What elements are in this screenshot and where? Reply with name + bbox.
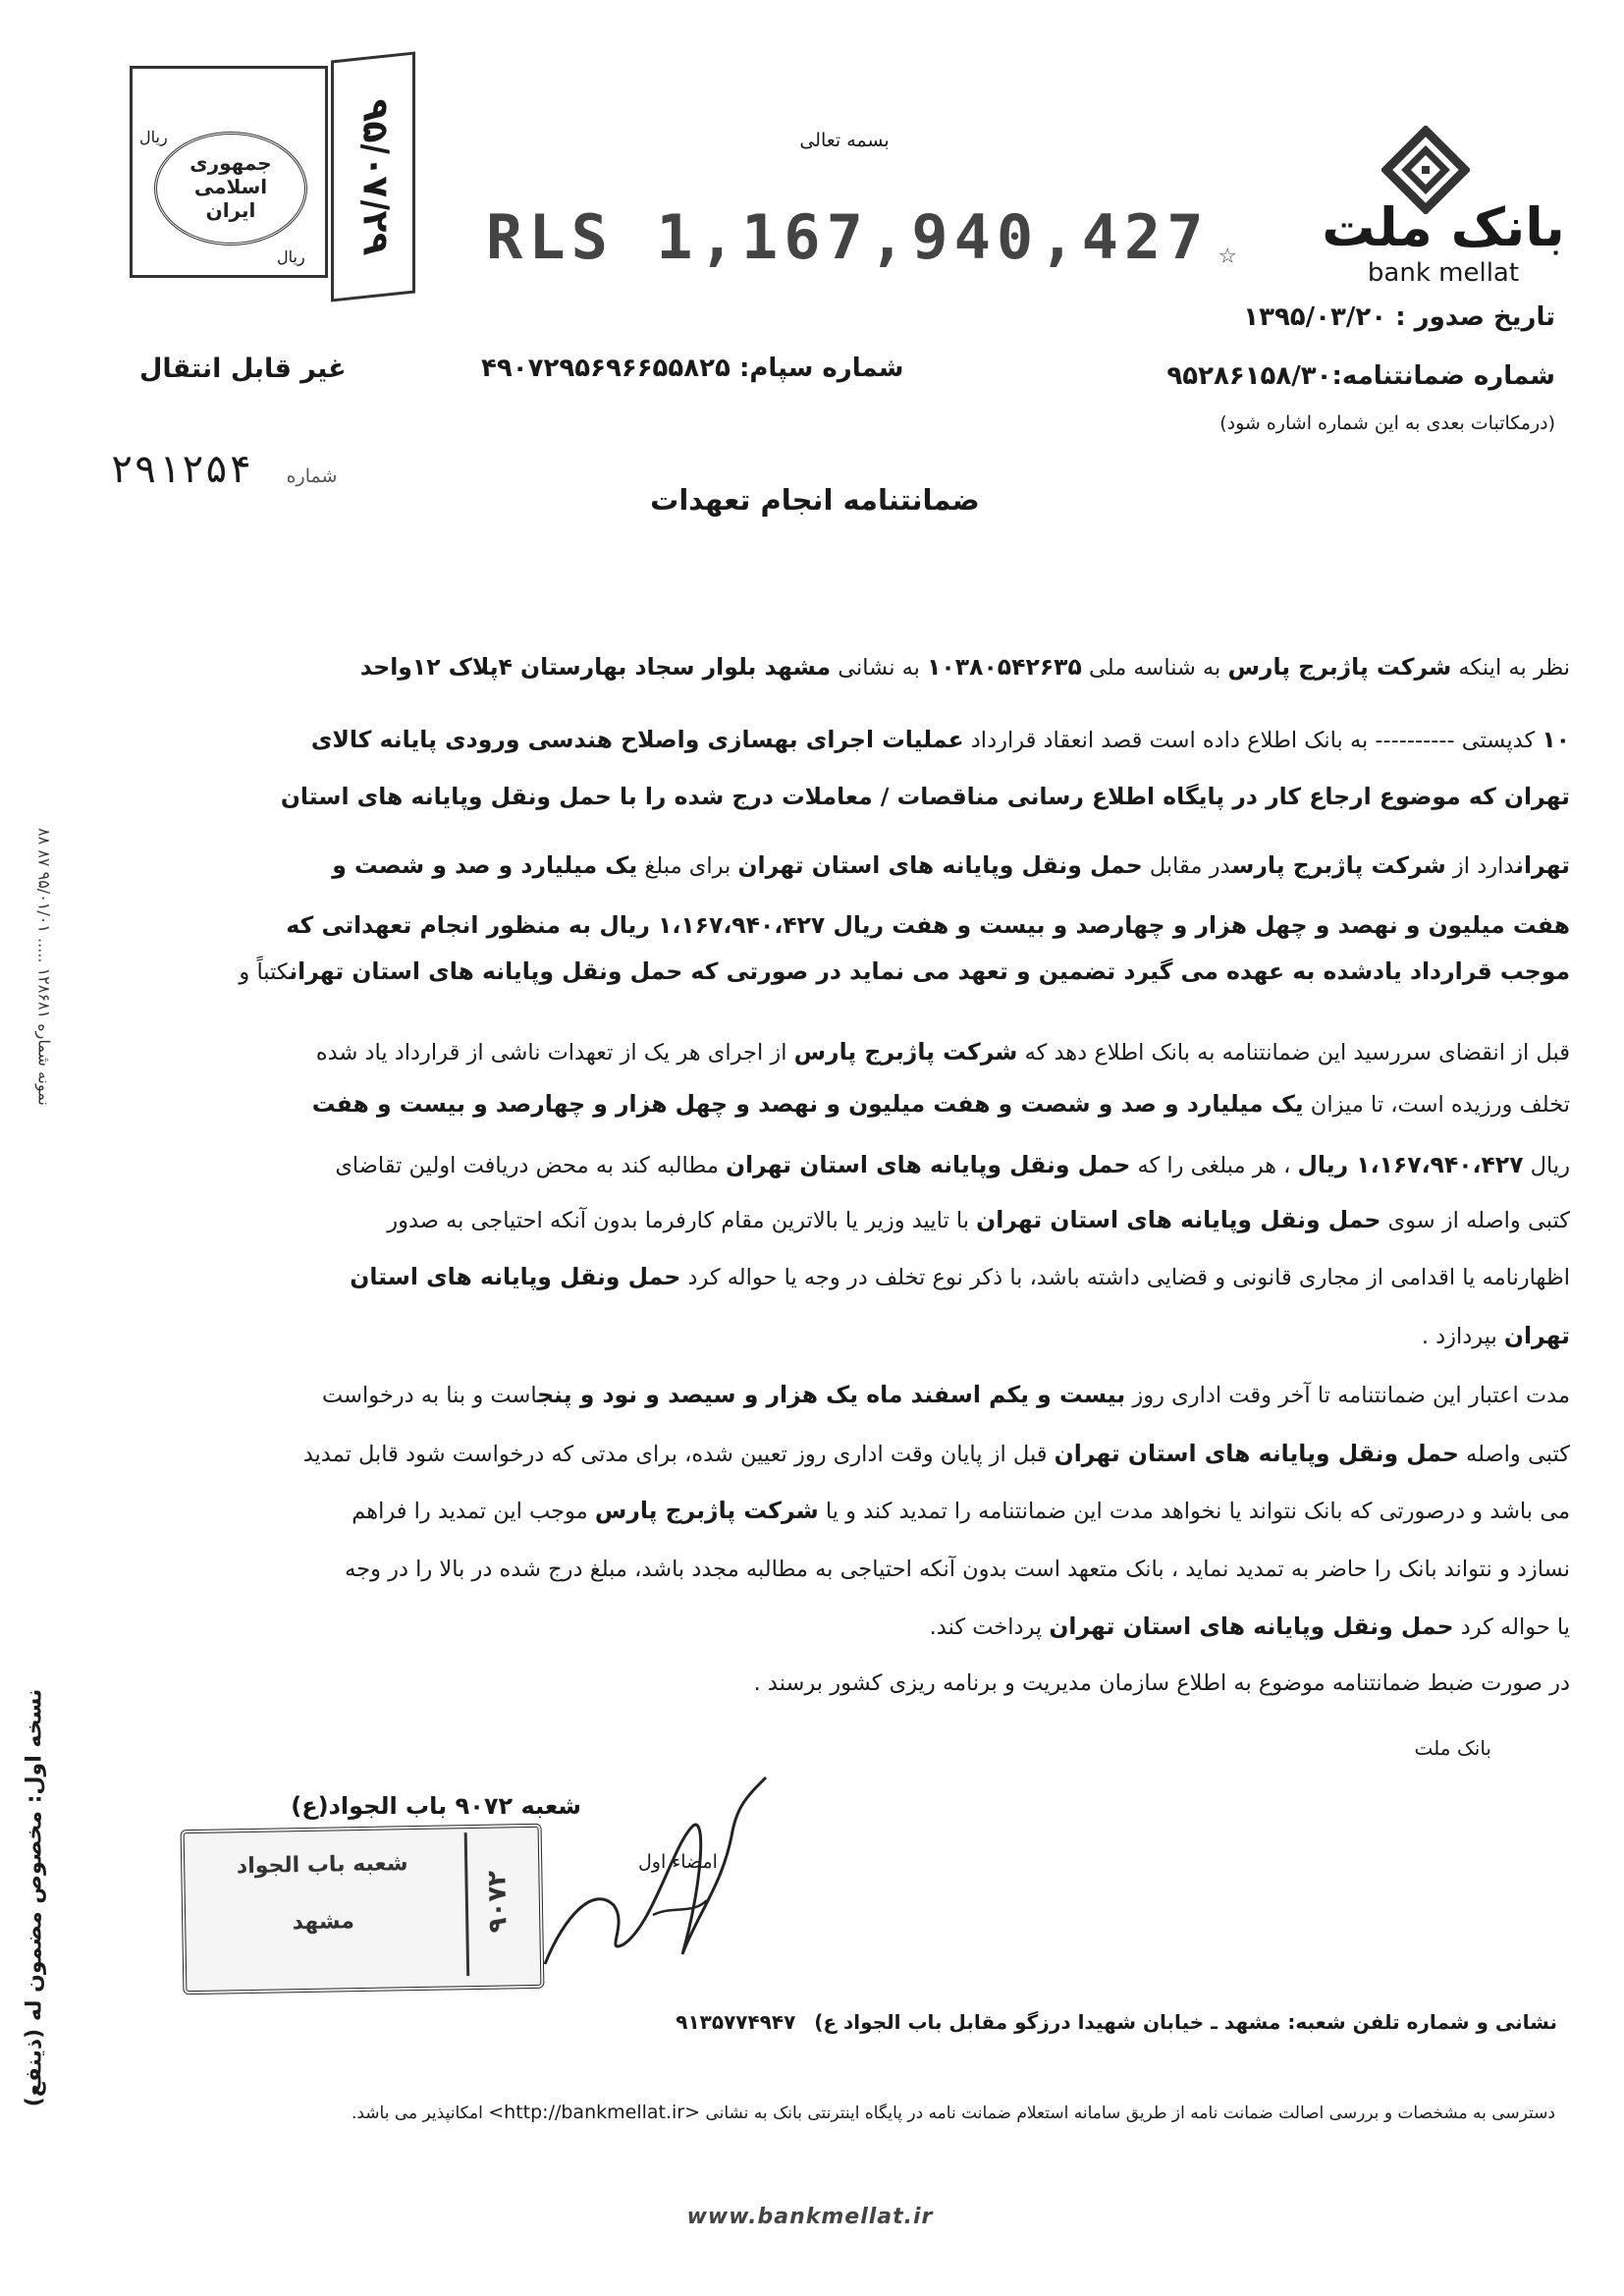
revenue-stamp xyxy=(130,41,454,295)
amount-print-text: RLS 1,167,940,427 xyxy=(486,201,1210,273)
guarantee-number-value: ۹۵۲۸۶۱۵۸/۳۰ xyxy=(1166,361,1332,391)
branch-address-text: مشهد ـ خیابان شهیدا درزگو مقابل باب الجواد ع) xyxy=(814,2010,1281,2034)
handwritten-signature xyxy=(535,1768,781,1984)
branch-stamp-line: شعبه باب الجواد xyxy=(236,1851,408,1880)
branch-stamp-code: ۹۰۷۲ xyxy=(482,1870,514,1934)
issue-date: تاریخ صدور : ۱۳۹۵/۰۳/۲۰ xyxy=(1243,302,1555,332)
body-line: ریال ۱،۱۶۷،۹۴۰،۴۲۷ ریال ، هر مبلغی را که حمل ونقل وپایانه های استان تهران مطالبه کند به محض دریافت اولین تقاضای xyxy=(335,1151,1570,1178)
form-code: نمونه شماره ۱۲۸۶۸۱ ..... ۹۵/۰۱/۰۱ ۸۷ ۸۸ xyxy=(34,828,54,1106)
non-transferable: غیر قابل انتقال xyxy=(139,354,347,384)
verification-url[interactable]: <http://bankmellat.ir> xyxy=(488,2102,701,2123)
body-line: تهراندارد از شرکت پاژبرج پارسدر مقابل حمل ونقل وپایانه های استان تهران برای مبلغ یک میلیارد و صد و شصت و xyxy=(332,851,1570,879)
body-line: کتبی واصله از سوی حمل ونقل وپایانه های استان تهران با تایید وزیر یا بالاترین مقام کارفرما بدون آنکه احتیاجی به صدور xyxy=(387,1206,1570,1233)
body-line: می باشد و درصورتی که بانک نتواند یا نخواهد مدت این ضمانتنامه را تمدید کند و یا شرکت پاژبرج پارس موجب این تمدید را فراهم xyxy=(352,1497,1570,1524)
body-line: در صورت ضبط ضمانتنامه موضوع به اطلاع سازمان مدیریت و برنامه ریزی کشور برسند . xyxy=(753,1670,1570,1696)
bank-name-en: bank mellat xyxy=(1367,258,1520,288)
body-line: مدت اعتبار این ضمانتنامه تا آخر وقت اداری روز بیست و یکم اسفند ماه یک هزار و سیصد و نود و پنجاست و بنا به درخواست xyxy=(322,1381,1570,1408)
basmala: بسمه تعالی xyxy=(799,130,890,151)
body-line: قبل از انقضای سررسید این ضمانتنامه به بانک اطلاع دهد که شرکت پاژبرج پارس از اجرای هر یک از تعهدات ناشی از قرارداد یاد شده xyxy=(315,1038,1570,1066)
body-line: تخلف ورزیده است، تا میزان یک میلیارد و صد و شصت و هفت میلیون و نهصد و چهل هزار و چهارصد و بیست و هفت xyxy=(311,1090,1570,1118)
branch-stamp-line: مشهد xyxy=(292,1909,355,1936)
serial-number xyxy=(110,447,337,492)
body-line: اظهارنامه یا اقدامی از مجاری قانونی و قضایی داشته باشد، با ذکر نوع تخلف در وجه یا حواله کرد حمل ونقل وپایانه های استان xyxy=(350,1263,1570,1290)
body-line: موجب قرارداد یادشده به عهده می گیرد تضمین و تعهد می نماید در صورتی که حمل ونقل وپایانه های استان تهرانکتباً و xyxy=(239,957,1570,985)
bank-logo xyxy=(1321,126,1566,288)
verification-note: دسترسی به مشخصات و بررسی اصالت ضمانت نامه از طریق سامانه استعلام ضمانت نامه در پایگاه اینترنتی بانک به نشانی <http://bankmellat.ir> امکانپذیر می باشد. xyxy=(351,2102,1555,2123)
sepam-number: شماره سپام: ۴۹۰۷۲۹۵۶۹۶۶۵۵۸۲۵ xyxy=(481,354,904,383)
document-title: ضمانتنامه انجام تعهدات xyxy=(650,483,980,517)
amount-print xyxy=(486,201,1236,273)
stamp-rials-left: ریال xyxy=(139,128,168,146)
copy-note: نسخه اول: مخصوص مضمون له (ذینفع) xyxy=(22,1688,47,2107)
serial-label: شماره xyxy=(286,465,338,487)
serial-value: ۲۹۱۲۵۴ xyxy=(110,447,252,492)
body-line: نسازد و نتواند بانک را حاضر به تمدید نماید ، بانک متعهد است بدون آنکه احتیاجی به مطالبه مجدد باشد، مبلغ درج شده در بالا را در وجه xyxy=(345,1557,1570,1582)
body-line: کتبی واصله حمل ونقل وپایانه های استان تهران قبل از پایان وقت اداری روز تعیین شده، برای مدتی که درخواست شود قابل تمدید xyxy=(302,1440,1570,1467)
bank-name-fa: بانک ملت xyxy=(1322,196,1565,258)
signature-signer-label: امضاء اول xyxy=(638,1851,718,1873)
guarantee-number: شماره ضمانتنامه:۹۵۲۸۶۱۵۸/۳۰ xyxy=(1166,361,1555,391)
body-line: هفت میلیون و نهصد و چهل هزار و چهارصد و بیست و هفت ریال ۱،۱۶۷،۹۴۰،۴۲۷ ریال به منظور انجام تعهداتی که xyxy=(286,911,1570,939)
body-line: یا حواله کرد حمل ونقل وپایانه های استان تهران پرداخت کند. xyxy=(929,1613,1570,1640)
footer-website[interactable]: www.bankmellat.ir xyxy=(686,2205,934,2229)
stamp-emblem-text: جمهوری اسلامی ایران xyxy=(189,151,272,222)
reference-note: (درمکاتبات بعدی به این شماره اشاره شود) xyxy=(1219,412,1555,434)
stamp-date-box xyxy=(331,51,415,301)
signature-bank: بانک ملت xyxy=(1414,1736,1491,1760)
stamp-rials-right: ریال xyxy=(277,247,305,266)
issue-date-value: ۱۳۹۵/۰۳/۲۰ xyxy=(1243,302,1387,332)
body-line: تهران بپردازد . xyxy=(1421,1322,1570,1349)
signature-branch: شعبه ۹۰۷۲ باب الجواد(ع) xyxy=(291,1792,581,1820)
star-icon: ☆ xyxy=(1218,237,1237,271)
branch-phone: ۹۱۳۵۷۷۴۹۴۷ xyxy=(676,2010,796,2034)
branch-stamp xyxy=(181,1824,545,1995)
body-line: نظر به اینکه شرکت پاژبرج پارس به شناسه ملی ۱۰۳۸۰۵۴۲۶۳۵ به نشانی مشهد بلوار سجاد بهارستان ۴پلاک ۱۲واحد xyxy=(359,653,1570,681)
branch-address: نشانی و شماره تلفن شعبه: مشهد ـ خیابان شهیدا درزگو مقابل باب الجواد ع) ۹۱۳۵۷۷۴۹۴۷ xyxy=(676,2010,1557,2034)
body-line: تهران که موضوع ارجاع کار در پایگاه اطلاع رسانی مناقصات / معاملات درج شده را با حمل ونقل وپایانه های استان xyxy=(280,783,1570,810)
body-line: ۱۰ کدپستی ---------- به بانک اطلاع داده است قصد انعقاد قرارداد عملیات اجرای بهسازی واصلاح هندسی ورودی پایانه کالای xyxy=(310,726,1570,753)
sepam-value: ۴۹۰۷۲۹۵۶۹۶۶۵۵۸۲۵ xyxy=(481,354,731,383)
stamp-date: ۹۵/۰۷/۲۹ xyxy=(354,97,396,257)
